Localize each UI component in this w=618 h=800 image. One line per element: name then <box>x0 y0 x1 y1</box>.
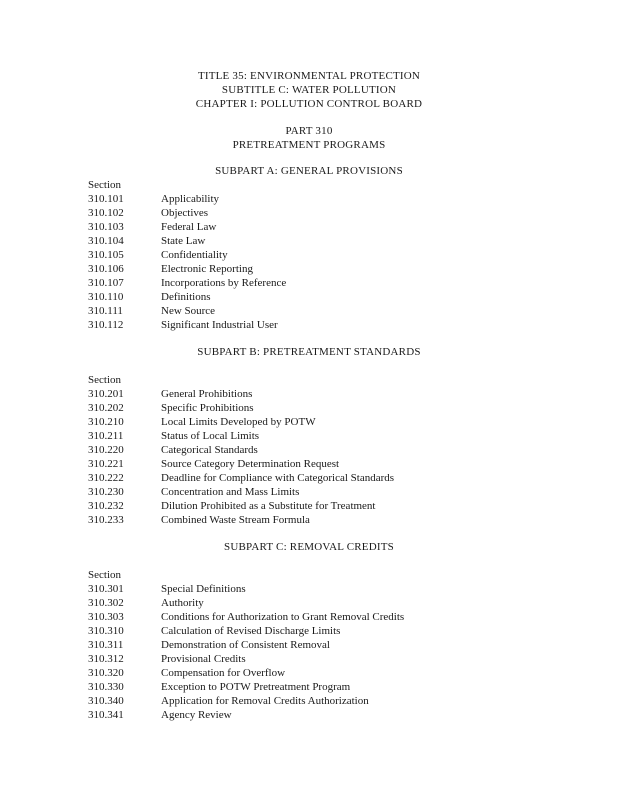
toc-entry[interactable] <box>88 206 508 220</box>
section-title: Exception to POTW Pretreatment Program <box>161 681 351 693</box>
toc-entry[interactable] <box>88 708 508 722</box>
section-title: Objectives <box>161 207 209 219</box>
section-title: Special Definitions <box>161 583 246 595</box>
section-title: General Prohibitions <box>161 388 253 400</box>
chapter-heading: CHAPTER I: POLLUTION CONTROL BOARD <box>195 98 423 110</box>
subpart-b-section-list <box>88 387 508 527</box>
toc-entry[interactable] <box>88 401 508 415</box>
toc-entry[interactable] <box>88 610 508 624</box>
section-number: 310.312 <box>88 653 124 665</box>
section-title: Dilution Prohibited as a Substitute for Treatment <box>161 500 376 512</box>
section-title: Local Limits Developed by POTW <box>161 416 316 428</box>
section-number: 310.210 <box>88 416 124 428</box>
section-number: 310.102 <box>88 207 124 219</box>
section-title: Categorical Standards <box>161 444 258 456</box>
toc-entry[interactable] <box>88 262 508 276</box>
subpart-a-section-list <box>88 192 508 332</box>
subpart-c-section-list <box>88 582 508 722</box>
section-number: 310.104 <box>88 235 124 247</box>
section-number: 310.310 <box>88 625 124 637</box>
section-title: Deadline for Compliance with Categorical Standards <box>161 472 395 484</box>
section-number: 310.302 <box>88 597 124 609</box>
subpart-a-heading: SUBPART A: GENERAL PROVISIONS <box>215 165 403 177</box>
toc-entry[interactable] <box>88 582 508 596</box>
section-title: Concentration and Mass Limits <box>161 486 300 498</box>
section-number: 310.105 <box>88 249 124 261</box>
section-title: Agency Review <box>161 709 232 721</box>
section-title: Confidentiality <box>161 249 228 261</box>
toc-entry[interactable] <box>88 276 508 290</box>
section-number: 310.201 <box>88 388 124 400</box>
section-number: 310.221 <box>88 458 124 470</box>
section-title: Authority <box>161 597 204 609</box>
subpart-a-section-label: Section <box>88 179 121 191</box>
section-title: New Source <box>161 305 216 317</box>
toc-entry[interactable] <box>88 513 508 527</box>
toc-entry[interactable] <box>88 248 508 262</box>
section-number: 310.103 <box>88 221 124 233</box>
section-title: Source Category Determination Request <box>161 458 340 470</box>
section-number: 310.111 <box>88 305 123 317</box>
section-title: Combined Waste Stream Formula <box>161 514 310 526</box>
toc-entry[interactable] <box>88 471 508 485</box>
toc-entry[interactable] <box>88 694 508 708</box>
toc-entry[interactable] <box>88 387 508 401</box>
toc-entry[interactable] <box>88 485 508 499</box>
section-title: Conditions for Authorization to Grant Removal Credits <box>161 611 405 623</box>
section-number: 310.320 <box>88 667 124 679</box>
section-title: Specific Prohibitions <box>161 402 254 414</box>
section-number: 310.101 <box>88 193 124 205</box>
section-title: Federal Law <box>161 221 217 233</box>
section-number: 310.110 <box>88 291 124 303</box>
section-number: 310.330 <box>88 681 124 693</box>
section-number: 310.340 <box>88 695 124 707</box>
title-heading: TITLE 35: ENVIRONMENTAL PROTECTION <box>197 70 421 82</box>
toc-entry[interactable] <box>88 624 508 638</box>
section-title: State Law <box>161 235 206 247</box>
toc-entry[interactable] <box>88 192 508 206</box>
subpart-c-heading: SUBPART C: REMOVAL CREDITS <box>224 541 394 553</box>
section-title: Electronic Reporting <box>161 263 253 275</box>
subpart-b-section-label: Section <box>88 374 121 386</box>
toc-entry[interactable] <box>88 443 508 457</box>
section-title: Status of Local Limits <box>161 430 260 442</box>
section-number: 310.106 <box>88 263 124 275</box>
toc-entry[interactable] <box>88 499 508 513</box>
part-number-heading: PART 310 <box>285 125 333 137</box>
section-number: 310.301 <box>88 583 124 595</box>
section-title: Definitions <box>161 291 211 303</box>
section-title: Significant Industrial User <box>161 319 278 331</box>
section-title: Compensation for Overflow <box>161 667 286 679</box>
section-number: 310.233 <box>88 514 124 526</box>
part-title-heading: PRETREATMENT PROGRAMS <box>232 139 386 151</box>
toc-entry[interactable] <box>88 220 508 234</box>
toc-entry[interactable] <box>88 234 508 248</box>
section-number: 310.107 <box>88 277 124 289</box>
toc-entry[interactable] <box>88 457 508 471</box>
section-number: 310.220 <box>88 444 124 456</box>
section-number: 310.222 <box>88 472 124 484</box>
section-number: 310.230 <box>88 486 124 498</box>
section-number: 310.232 <box>88 500 124 512</box>
section-number: 310.112 <box>88 319 124 331</box>
subtitle-heading: SUBTITLE C: WATER POLLUTION <box>221 84 397 96</box>
section-title: Applicability <box>161 193 220 205</box>
section-title: Provisional Credits <box>161 653 246 665</box>
section-title: Incorporations by Reference <box>161 277 287 289</box>
section-title: Demonstration of Consistent Removal <box>161 639 330 651</box>
section-number: 310.341 <box>88 709 124 721</box>
section-number: 310.311 <box>88 639 124 651</box>
section-title: Application for Removal Credits Authorization <box>161 695 369 707</box>
section-number: 310.211 <box>88 430 124 442</box>
toc-entry[interactable] <box>88 290 508 304</box>
section-number: 310.202 <box>88 402 124 414</box>
toc-entry[interactable] <box>88 638 508 652</box>
toc-entry[interactable] <box>88 652 508 666</box>
toc-entry[interactable] <box>88 666 508 680</box>
section-number: 310.303 <box>88 611 124 623</box>
subpart-c-section-label: Section <box>88 569 121 581</box>
subpart-b-heading: SUBPART B: PRETREATMENT STANDARDS <box>197 346 421 358</box>
toc-entry[interactable] <box>88 596 508 610</box>
toc-entry[interactable] <box>88 429 508 443</box>
section-title: Calculation of Revised Discharge Limits <box>161 625 341 637</box>
toc-entry[interactable] <box>88 318 508 332</box>
toc-entry[interactable] <box>88 304 508 318</box>
toc-entry[interactable] <box>88 680 508 694</box>
toc-entry[interactable] <box>88 415 508 429</box>
